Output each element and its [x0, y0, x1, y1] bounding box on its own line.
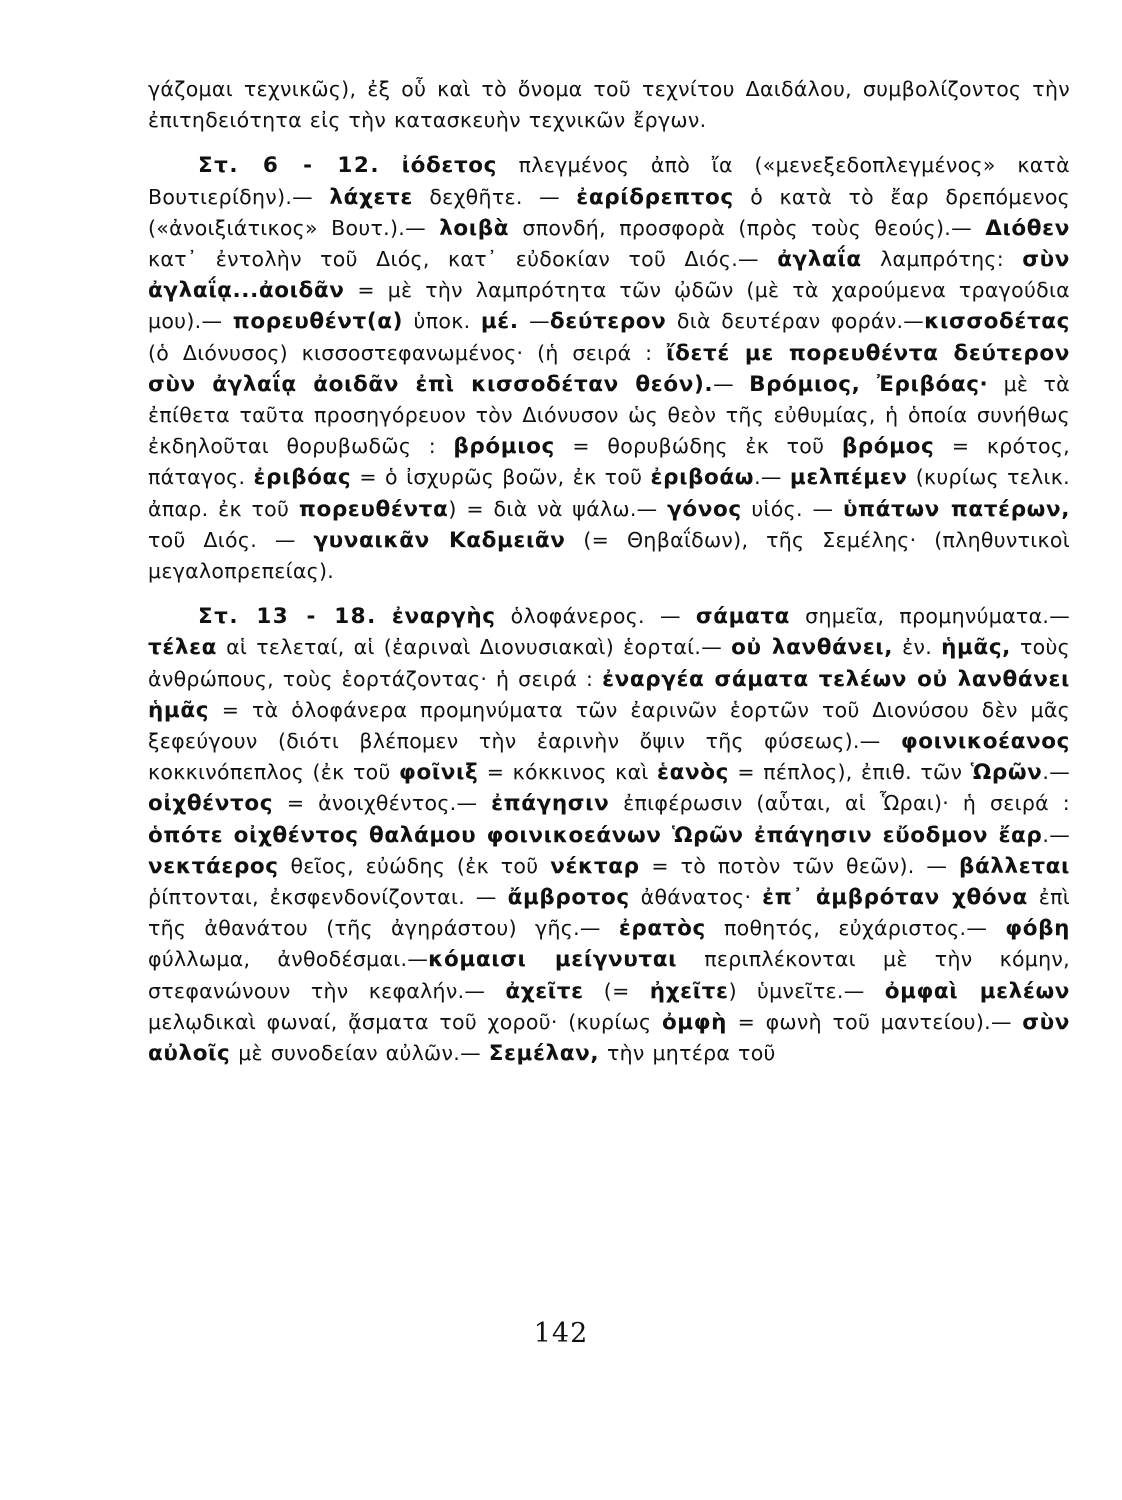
verse-reference: Στ. 13 - 18.	[198, 604, 377, 630]
bold-term: σὺν ἀγλαΐᾳ...ἀοιδᾶν	[148, 247, 1070, 304]
text-run: λαμπρότης:	[861, 247, 1023, 272]
bold-term: ὀμφὴ	[661, 1009, 728, 1035]
bold-term: γυναικᾶν Καδμειᾶν	[313, 527, 566, 553]
bold-term: ἐναργὴς	[391, 604, 496, 630]
bold-term: ὀμφαὶ μελέων	[884, 978, 1070, 1004]
text-run: (=	[583, 978, 650, 1003]
verse-reference: Στ. 6 - 12.	[198, 153, 381, 179]
text-run: υἱός. —	[741, 496, 843, 521]
bold-term: φοινικοέανος	[900, 729, 1070, 755]
bold-term: ὑπάτων πατέρων,	[842, 496, 1070, 522]
bold-term: κόμαισι μείγνυται	[428, 947, 678, 973]
text-run: φύλλωμα, ἀνθοδέσμαι.—	[148, 947, 429, 972]
text-run: ἐν.	[893, 635, 942, 660]
bold-term: ἐαρίδρεπτος	[576, 184, 734, 210]
text-run: ὁ κατὰ τὸ ἔαρ δρεπόμενος («ἀνοιξιάτικος» Βουτ.).—	[148, 184, 1071, 240]
bold-term: ὁπότε οἰχθέντος θαλάμου φοινικοεάνων Ὡρῶν ἐπάγησιν εὔοδμον ἔαρ	[148, 822, 1043, 848]
bold-term: λάχετε	[329, 184, 413, 210]
text-run: τοὺς ἀνθρώπους, τοὺς ἑορτάζοντας· ἡ σειρά :	[148, 635, 1070, 691]
bold-term: δεύτερον	[549, 309, 667, 335]
bold-term: νέκταρ	[550, 853, 640, 879]
text-run: = ὁ ἰσχυρῶς βοῶν, ἐκ τοῦ	[351, 465, 651, 490]
text-run: (κυρίως τελικ. ἀπαρ. ἐκ τοῦ	[148, 465, 1070, 521]
bold-term: οἰχθέντος	[148, 791, 274, 817]
text-run	[377, 604, 392, 628]
text-run: αἱ τελεταί, αἱ (ἐαριναὶ Διονυσιακαὶ) ἑορταί.—	[217, 635, 732, 660]
bold-term: ἄμβροτος	[507, 885, 630, 911]
text-run: ἐπὶ τῆς ἀθανάτου (τῆς ἀγηράστου) γῆς.—	[148, 885, 1070, 941]
bold-term: σὺν αὐλοῖς	[148, 1009, 1071, 1067]
text-run: —	[518, 309, 550, 334]
text-run: ἀθάνατος·	[629, 885, 763, 910]
text-run: .—	[1042, 822, 1070, 847]
bold-term: ἰόδετος	[401, 153, 497, 179]
bold-term: ἴδετέ με πορευθέντα δεύτερον σὺν ἀγλαΐᾳ ἀοιδᾶν ἐπὶ κισσοδέταν θεόν).	[148, 340, 1070, 397]
bold-term: ἀχεῖτε	[505, 978, 584, 1004]
paragraph-3	[148, 601, 1070, 1069]
text-run	[380, 153, 402, 177]
bold-term: ἐπ᾽ ἀμβρόταν χθόνα	[762, 885, 1028, 911]
text-run: μελῳδικαὶ φωναί, ᾄσματα τοῦ χοροῦ· (κυρίως	[148, 1009, 662, 1034]
text-run: = ἀνοιχθέντος.—	[273, 791, 492, 816]
bold-term: νεκτάερος	[148, 853, 279, 879]
text-run: διὰ δευτέραν φοράν.—	[666, 309, 925, 334]
text-run: ) ὑμνεῖτε.—	[728, 978, 885, 1003]
bold-term: Ὡρῶν	[970, 760, 1043, 786]
paragraph-1	[148, 74, 1070, 136]
text-run: σπονδή, προσφορὰ (πρὸς τοὺς θεούς).—	[509, 215, 986, 240]
text-run: = κόκκινος καὶ	[478, 760, 658, 785]
bold-term: ἐριβόας	[253, 465, 352, 491]
bold-term: φόβη	[1005, 916, 1070, 942]
bold-term: Σεμέλαν,	[488, 1041, 600, 1067]
text-run: ἐπιφέρωσιν (αὗται, αἱ Ὧραι)· ἡ σειρά :	[609, 791, 1070, 816]
page-body	[148, 74, 1070, 1069]
text-run: (ὁ Διόνυσος) κισσοστεφανωμένος· (ἡ σειρά :	[148, 340, 667, 365]
bold-term: μέ.	[480, 309, 519, 335]
bold-term: σάματα	[695, 604, 791, 630]
bold-term: ἑανὸς	[657, 760, 729, 786]
text-run: = τὰ ὁλοφάνερα προμηνύματα τῶν ἐαρινῶν ἑορτῶν τοῦ Διονύσου δὲν μᾶς ξεφεύγουν (διότι βλέπομεν τὴν ἐαρινὴν ὄψιν τῆς φύσεως).—	[148, 697, 1070, 754]
bold-term: Βρόμιος, Ἐριβόας·	[749, 371, 989, 397]
text-run: = μὲ τὴν λαμπρότητα τῶν ᾠδῶν (μὲ τὰ χαρούμενα τραγούδια μου).—	[148, 278, 1070, 334]
text-run: δεχθῆτε. —	[412, 184, 577, 209]
text-run: κατ᾽ ἐντολὴν τοῦ Διός, κατ᾽ εὐδοκίαν τοῦ Διός.—	[148, 247, 778, 272]
text-run: τὴν μητέρα τοῦ	[599, 1041, 776, 1066]
text-run: θεῖος, εὐώδης (ἐκ τοῦ	[278, 853, 551, 878]
bold-term: γόνος	[667, 496, 742, 522]
bold-term: κισσοδέτας	[924, 309, 1071, 335]
bold-term: Διόθεν	[985, 215, 1070, 241]
bold-term: βρόμος	[841, 434, 935, 460]
text-run: = φωνὴ τοῦ μαντείου).—	[727, 1009, 1023, 1034]
text-run: πλεγμένος ἀπὸ ἴα («μενεξεδοπλεγμένος» κατὰ Βουτιερίδην).—	[148, 153, 1070, 209]
bold-term: λοιβὰ	[439, 215, 510, 241]
text-run: περιπλέκονται μὲ τὴν κόμην, στεφανώνουν τὴν κεφαλήν.—	[148, 947, 1070, 1003]
bold-term: πορευθέντα	[298, 496, 449, 522]
text-run: μὲ συνοδείαν αὐλῶν.—	[230, 1041, 489, 1066]
text-run: = τὸ ποτὸν τῶν θεῶν). —	[639, 853, 959, 878]
bold-term: πορευθέντ(α)	[232, 309, 404, 335]
bold-term: ἐρατὸς	[618, 916, 706, 942]
text-run: κοκκινόπεπλος (ἐκ τοῦ	[148, 760, 400, 785]
bold-term: ἠχεῖτε	[649, 978, 729, 1004]
bold-term: ἀγλαΐα	[777, 247, 862, 273]
text-run: ῥίπτονται, ἐκσφενδονίζονται. —	[148, 885, 508, 910]
bold-term: ἐπάγησιν	[491, 791, 610, 817]
bold-term: τέλεα	[148, 635, 218, 661]
text-run: (= Θηβαΐδων), τῆς Σεμέλης· (πληθυντικοὶ μεγαλοπρεπείας).	[148, 527, 1070, 584]
text-run: τοῦ Διός. —	[148, 527, 314, 552]
text-run: σημεῖα, προμηνύματα.—	[790, 604, 1070, 629]
bold-term: βρόμιος	[453, 434, 555, 460]
paragraph-2	[148, 150, 1070, 587]
bold-term: βάλλεται	[958, 853, 1070, 879]
bold-term: μελπέμεν	[789, 465, 908, 491]
bold-term: ἐναργέα σάματα τελέων οὐ λανθάνει ἡμᾶς	[148, 666, 1071, 723]
text-run: = θορυβώδης ἐκ τοῦ	[554, 434, 842, 459]
text-run: ) = διὰ νὰ ψάλω.—	[448, 496, 668, 521]
text-run: ὁλοφάνερος. —	[495, 604, 696, 629]
text-run: —	[713, 371, 750, 396]
text-run: .—	[754, 465, 790, 490]
text-run: μὲ τὰ ἐπίθετα ταῦτα προσηγόρευον τὸν Διόνυσον ὡς θεὸν τῆς εὐθυμίας, ἡ ὁποία συνήθως ἐκδηλοῦται θορυβωδῶς :	[148, 371, 1070, 459]
text-run: ποθητός, εὐχάριστος.—	[705, 916, 1006, 941]
bold-term: φοῖνιξ	[399, 760, 479, 786]
text-run: .—	[1042, 760, 1070, 785]
text-run: = πέπλος), ἐπιθ. τῶν	[728, 760, 971, 785]
bold-term: ἐριβοάω	[650, 465, 755, 491]
page-number: 142	[533, 1318, 589, 1349]
text-run: ὑποκ.	[403, 309, 481, 334]
bold-term: ἡμᾶς,	[941, 635, 1011, 661]
bold-term: οὐ λανθάνει,	[731, 635, 894, 661]
text-run: = κρότος, πάταγος.	[148, 434, 1070, 490]
text-run: γάζομαι τεχνικῶς), ἐξ οὗ καὶ τὸ ὄνομα τοῦ τεχνίτου Δαιδάλου, συμβολίζοντος τὴν ἐπιτηδειότητα εἰς τὴν κατασκευὴν τεχνικῶν ἔργων.	[148, 77, 1070, 133]
